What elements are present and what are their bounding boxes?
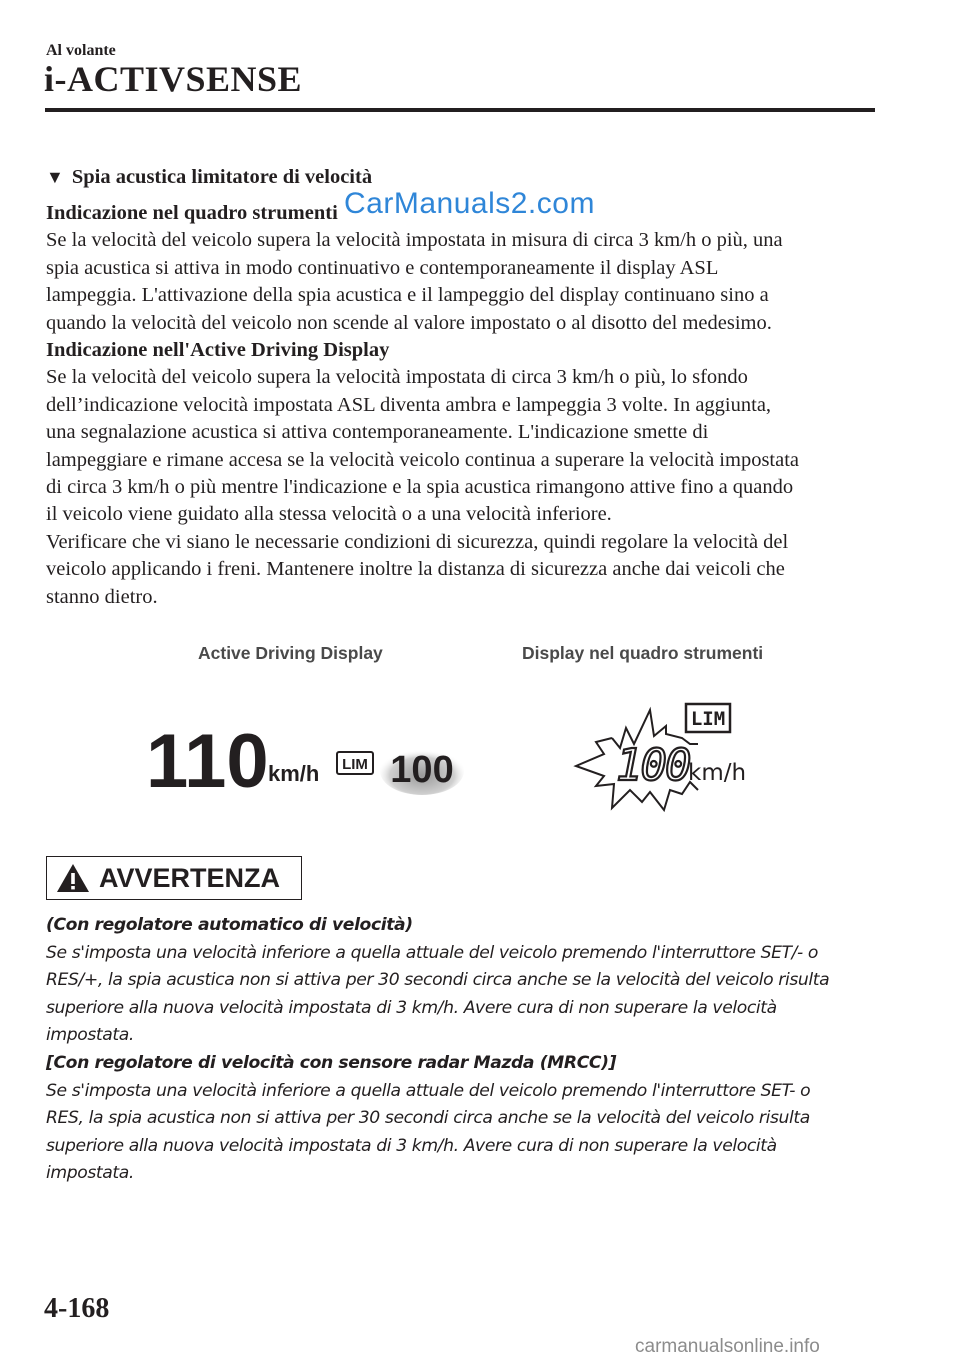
triangle-down-icon: ▼ bbox=[46, 167, 64, 187]
cluster-lim-badge: LIM bbox=[690, 708, 726, 730]
warning-line: superiore alla nuova velocità impostata di 3 km/h. Avere cura di non superare la velocità bbox=[46, 997, 777, 1018]
para-2-line: di circa 3 km/h o più mentre l'indicazione e la spia acustica rimangono attive fino a quando bbox=[46, 476, 794, 499]
warning-line: Se s'imposta una velocità inferiore a quella attuale del veicolo premendo l'interruttore SET- o bbox=[46, 1080, 811, 1101]
speed-unit: km/h bbox=[268, 761, 320, 786]
section-label: Al volante bbox=[46, 42, 116, 59]
cluster-speed-unit: km/h bbox=[688, 760, 747, 786]
warning-line: Se s'imposta una velocità inferiore a quella attuale del veicolo premendo l'interruttore SET/- o bbox=[46, 942, 819, 963]
warning-line: [Con regolatore di velocità con sensore radar Mazda (MRCC)] bbox=[46, 1052, 617, 1073]
para-1-line: lampeggia. L'attivazione della spia acustica e il lampeggio del display continuano sino a bbox=[46, 284, 769, 307]
lim-badge: LIM bbox=[342, 756, 368, 773]
subheading-cluster: Indicazione nel quadro strumenti bbox=[46, 202, 338, 224]
para-2-line: Verificare che vi siano le necessarie condizioni di sicurezza, quindi regolare la velocità del bbox=[46, 530, 789, 553]
subheading-active-driving-display: Indicazione nell'Active Driving Display bbox=[46, 339, 390, 362]
para-1-line: Se la velocità del veicolo supera la velocità impostata in misura di circa 3 km/h o più, una bbox=[46, 229, 783, 252]
warning-line: impostata. bbox=[46, 1163, 134, 1184]
page-title: i-ACTIVSENSE bbox=[44, 59, 303, 99]
para-2-line: stanno dietro. bbox=[46, 585, 158, 608]
cluster-set-speed: 100 bbox=[616, 740, 690, 791]
para-2-line: veicolo applicando i freni. Mantenere inoltre la distanza di sicurezza anche dai veicoli che bbox=[46, 558, 785, 581]
active-driving-display-illustration bbox=[140, 715, 470, 805]
section-heading-text: Spia acustica limitatore di velocità bbox=[71, 166, 373, 188]
warning-label-box bbox=[46, 856, 302, 900]
body-text bbox=[46, 200, 876, 611]
para-1-line: quando la velocità del veicolo non scende al valore impostato o al disotto del medesimo. bbox=[46, 311, 772, 334]
figure-label-active-driving-display: Active Driving Display bbox=[198, 643, 383, 663]
warning-line: superiore alla nuova velocità impostata di 3 km/h. Avere cura di non superare la velocità bbox=[46, 1135, 777, 1156]
figure-label-cluster: Display nel quadro strumenti bbox=[522, 643, 764, 663]
warning-text bbox=[46, 912, 886, 1188]
cluster-display-illustration bbox=[570, 698, 770, 816]
footer-watermark: carmanualsonline.info bbox=[635, 1336, 820, 1357]
page-number: 4-168 bbox=[44, 1293, 110, 1324]
header-rule bbox=[45, 108, 875, 112]
para-1-line: spia acustica si attiva in modo continuativo e contemporaneamente il display ASL bbox=[46, 256, 719, 279]
warning-line: RES, la spia acustica non si attiva per 30 secondi circa anche se la velocità del veicolo risulta bbox=[46, 1108, 810, 1129]
para-2-line: dell’indicazione velocità impostata ASL diventa ambra e lampeggia 3 volte. In aggiunta, bbox=[46, 393, 772, 416]
warning-line: RES/+, la spia acustica non si attiva per 30 secondi circa anche se la velocità del veicolo risulta bbox=[46, 970, 830, 991]
warning-triangle-icon bbox=[55, 862, 91, 894]
warning-line: impostata. bbox=[46, 1025, 134, 1046]
para-2-line: Se la velocità del veicolo supera la velocità impostata di circa 3 km/h o più, lo sfondo bbox=[46, 366, 748, 389]
para-2-line: lampeggiare e rimane accesa se la velocità veicolo continua a superare la velocità impostata bbox=[46, 448, 800, 471]
warning-line: (Con regolatore automatico di velocità) bbox=[46, 915, 413, 935]
watermark: CarManuals2.com bbox=[344, 187, 595, 220]
set-speed: 100 bbox=[390, 749, 454, 791]
para-2-line: una segnalazione acustica si attiva contemporaneamente. L'indicazione smette di bbox=[46, 421, 709, 444]
para-2-line: il veicolo viene guidato alla stessa velocità o a una velocità inferiore. bbox=[46, 503, 612, 526]
current-speed: 110 bbox=[146, 719, 269, 804]
warning-label: AVVERTENZA bbox=[99, 862, 281, 893]
